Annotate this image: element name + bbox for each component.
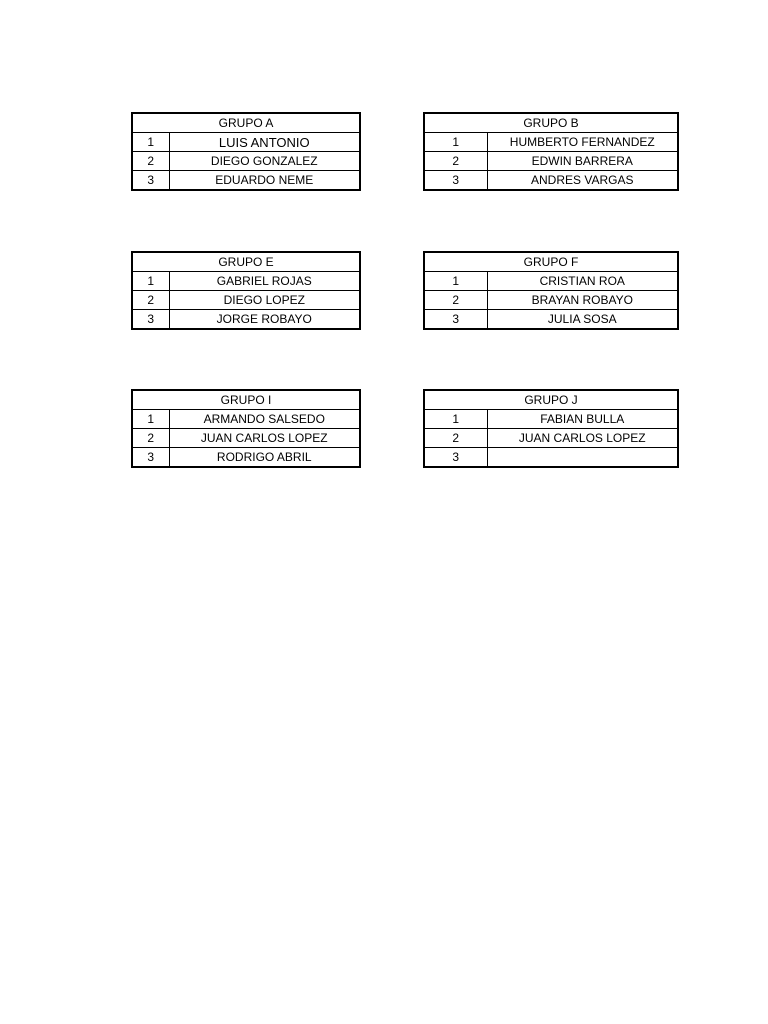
table-row — [132, 152, 360, 171]
member-number: 2 — [424, 291, 487, 310]
member-name: EDUARDO NEME — [169, 171, 360, 191]
member-number: 3 — [424, 448, 487, 468]
member-number: 2 — [424, 152, 487, 171]
table-row — [132, 291, 360, 310]
table-row — [132, 272, 360, 291]
member-name: BRAYAN ROBAYO — [487, 291, 678, 310]
member-number: 1 — [132, 272, 169, 291]
table-row — [424, 429, 678, 448]
group-table-j — [423, 389, 679, 468]
member-name: LUIS ANTONIO — [169, 133, 360, 152]
member-number: 2 — [424, 429, 487, 448]
table-row — [132, 410, 360, 429]
member-name: EDWIN BARRERA — [487, 152, 678, 171]
member-name: JORGE ROBAYO — [169, 310, 360, 330]
member-name: HUMBERTO FERNANDEZ — [487, 133, 678, 152]
member-number: 3 — [132, 171, 169, 191]
member-name: RODRIGO ABRIL — [169, 448, 360, 468]
member-number: 3 — [132, 448, 169, 468]
member-number: 1 — [424, 410, 487, 429]
group-title: GRUPO I — [132, 390, 360, 410]
group-table-a — [131, 112, 361, 191]
member-number: 1 — [424, 133, 487, 152]
member-number: 2 — [132, 152, 169, 171]
table-row — [424, 410, 678, 429]
member-name: JUAN CARLOS LOPEZ — [487, 429, 678, 448]
table-row — [424, 291, 678, 310]
member-name: DIEGO LOPEZ — [169, 291, 360, 310]
member-number: 1 — [424, 272, 487, 291]
table-row — [424, 448, 678, 468]
table-row — [424, 171, 678, 191]
member-name — [487, 448, 678, 468]
member-number: 1 — [132, 410, 169, 429]
member-number: 2 — [132, 291, 169, 310]
table-row — [132, 310, 360, 330]
member-name: ANDRES VARGAS — [487, 171, 678, 191]
group-table-f — [423, 251, 679, 330]
member-name: DIEGO GONZALEZ — [169, 152, 360, 171]
member-number: 2 — [132, 429, 169, 448]
table-row — [424, 152, 678, 171]
table-row — [132, 133, 360, 152]
table-row — [132, 448, 360, 468]
member-name: FABIAN BULLA — [487, 410, 678, 429]
group-title: GRUPO F — [424, 252, 678, 272]
table-row — [132, 171, 360, 191]
member-name: CRISTIAN ROA — [487, 272, 678, 291]
group-title: GRUPO A — [132, 113, 360, 133]
group-table-e — [131, 251, 361, 330]
member-number: 3 — [132, 310, 169, 330]
member-number: 3 — [424, 171, 487, 191]
member-number: 3 — [424, 310, 487, 330]
group-title: GRUPO J — [424, 390, 678, 410]
table-row — [424, 133, 678, 152]
table-row — [132, 429, 360, 448]
group-table-b — [423, 112, 679, 191]
member-number: 1 — [132, 133, 169, 152]
member-name: ARMANDO SALSEDO — [169, 410, 360, 429]
member-name: JULIA SOSA — [487, 310, 678, 330]
group-title: GRUPO B — [424, 113, 678, 133]
member-name: JUAN CARLOS LOPEZ — [169, 429, 360, 448]
member-name: GABRIEL ROJAS — [169, 272, 360, 291]
table-row — [424, 272, 678, 291]
group-title: GRUPO E — [132, 252, 360, 272]
group-table-i — [131, 389, 361, 468]
table-row — [424, 310, 678, 330]
